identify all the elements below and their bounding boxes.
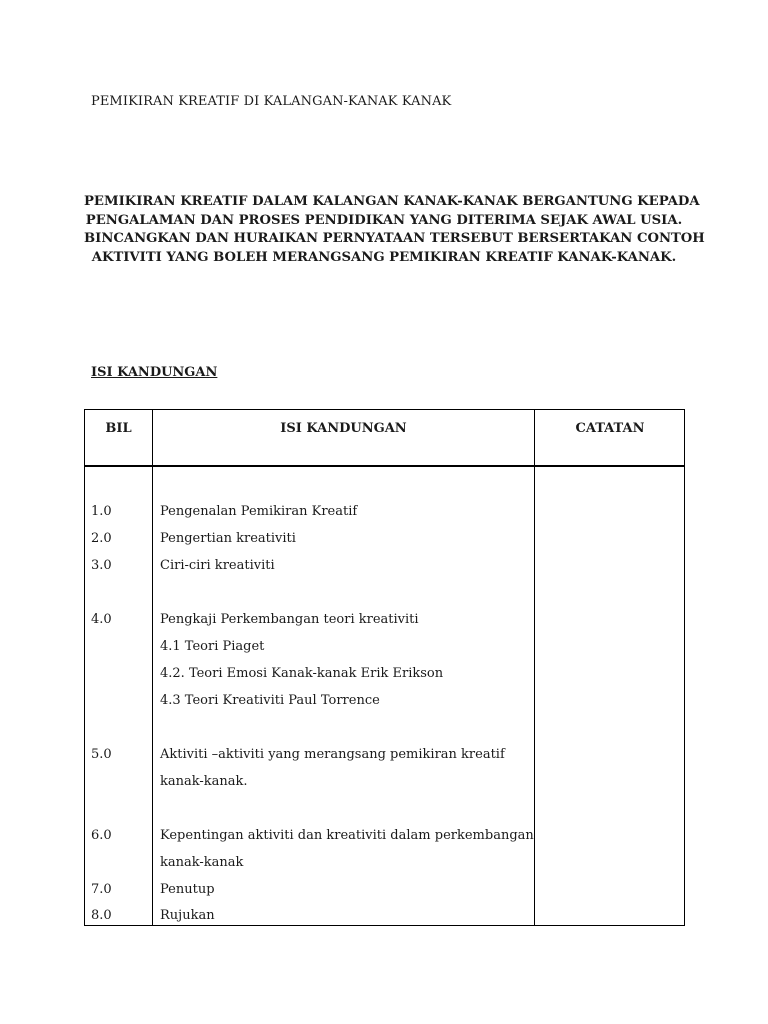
row-title: Pengertian kreativiti	[160, 531, 296, 546]
column-header-bil: BIL	[105, 421, 132, 436]
row-title-continued: kanak-kanak.	[160, 774, 248, 789]
column-header-content: ISI KANDUNGAN	[280, 421, 407, 436]
document-title: PEMIKIRAN KREATIF DI KALANGAN-KANAK KANAK	[91, 94, 452, 109]
column-header-notes: CATATAN	[575, 421, 645, 436]
row-number: 6.0	[91, 828, 112, 843]
row-title: Pengkaji Perkembangan teori kreativiti	[160, 612, 419, 627]
row-number: 5.0	[91, 747, 112, 762]
toc-heading: ISI KANDUNGAN	[91, 365, 218, 380]
row-title: Kepentingan aktiviti dan kreativiti dalam perkembangan	[160, 828, 534, 843]
row-number: 2.0	[91, 531, 112, 546]
column-divider	[534, 410, 535, 925]
column-divider	[152, 410, 153, 925]
toc-table	[84, 409, 685, 926]
row-number: 4.0	[91, 612, 112, 627]
row-number: 3.0	[91, 558, 112, 573]
row-number: 1.0	[91, 504, 112, 519]
row-title: Penutup	[160, 882, 215, 897]
essay-question	[84, 193, 705, 267]
question-line: PEMIKIRAN KREATIF DALAM KALANGAN KANAK-KANAK BERGANTUNG KEPADA	[84, 194, 700, 209]
row-subtitle: 4.2. Teori Emosi Kanak-kanak Erik Erikson	[160, 666, 444, 681]
row-title: Rujukan	[160, 908, 215, 923]
row-number: 8.0	[91, 908, 112, 923]
row-title: Pengenalan Pemikiran Kreatif	[160, 504, 358, 519]
header-divider	[85, 465, 684, 467]
question-line: PENGALAMAN DAN PROSES PENDIDIKAN YANG DITERIMA SEJAK AWAL USIA.	[85, 212, 683, 228]
question-line: BINCANGKAN DAN HURAIKAN PERNYATAAN TERSEBUT BERSERTAKAN CONTOH	[84, 231, 705, 246]
row-subtitle: 4.3 Teori Kreativiti Paul Torrence	[160, 693, 380, 708]
question-line: AKTIVITI YANG BOLEH MERANGSANG PEMIKIRAN KREATIF KANAK-KANAK.	[91, 249, 677, 265]
row-number: 7.0	[91, 882, 112, 897]
row-title-continued: kanak-kanak	[160, 855, 244, 870]
row-subtitle: 4.1 Teori Piaget	[160, 639, 265, 654]
row-title: Ciri-ciri kreativiti	[160, 558, 275, 573]
row-title: Aktiviti –aktiviti yang merangsang pemikiran kreatif	[160, 747, 505, 762]
